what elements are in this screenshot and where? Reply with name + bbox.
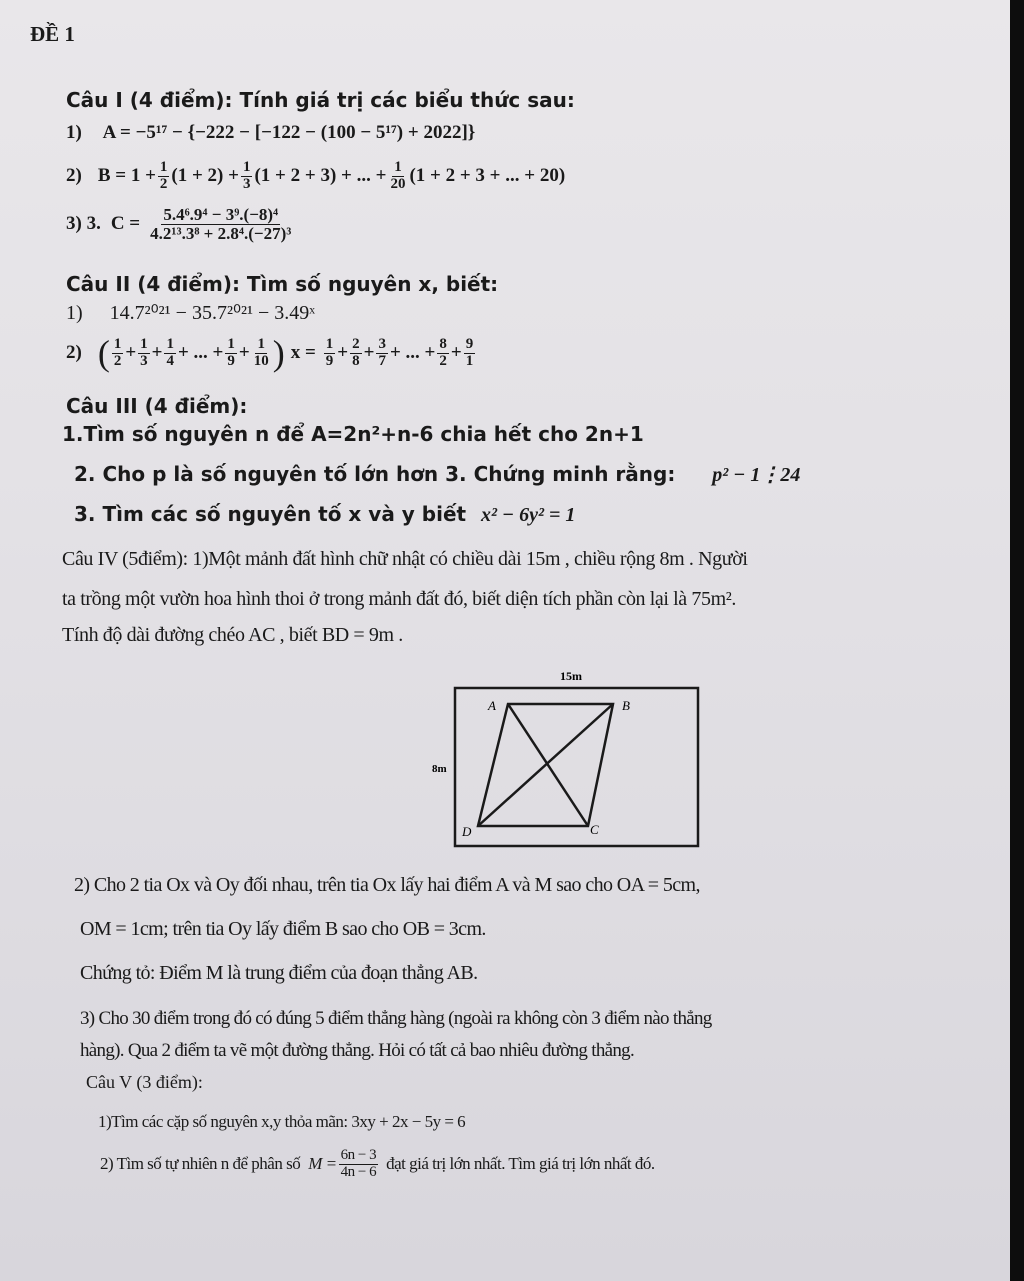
q3-item3 [74, 502, 575, 527]
q2-left-fraction: $\frac{1}{2}$ [113, 335, 122, 369]
q1-item3 [66, 206, 295, 243]
q3-item2-math: p² − 1⋮24 [712, 464, 801, 486]
q2-item1-number: 1) [66, 302, 83, 324]
q5-item1: 1)Tìm các cặp số nguyên x,y thỏa mãn: 3xy + 2x − 5y = 6 [98, 1112, 466, 1131]
q4-part2-line3: Chứng tỏ: Điểm M là trung điểm của đoạn thẳng AB. [80, 962, 478, 984]
q5-item2-denominator: 4n − 6 [340, 1163, 377, 1180]
q2-item2: 2) ( $\frac{1}{2}$ + $\frac{1}{3}$ + $\frac{1}{4}$ + ... + $\frac{1}{9}$ + $\frac{1}{10}$ ) x = $\frac{1}{9}$ + $\frac{2}{8}$ + $\frac{3}{7}$ + ... + $\frac{8}{2}$ + $\frac{9}{1}$ [66, 333, 474, 373]
q2-heading: Câu II (4 điểm): Tìm số nguyên x, biết: [66, 272, 499, 296]
q3-item2 [74, 462, 800, 487]
exam-title: ĐỀ 1 [30, 22, 75, 46]
q4-line3: Tính độ dài đường chéo AC , biết BD = 9m . [62, 624, 403, 646]
q4-line2: ta trồng một vườn hoa hình thoi ở trong mảnh đất đó, biết diện tích phần còn lại là 75m². [62, 588, 736, 610]
q2-left-fraction: $\frac{1}{4}$ [166, 335, 174, 369]
q2-left-fraction: $\frac{1}{9}$ [227, 335, 235, 369]
rhombus-figure [420, 664, 720, 854]
q2-item1 [66, 300, 315, 325]
q4-line1: Câu IV (5điểm): 1)Một mảnh đất hình chữ nhật có chiều dài 15m , chiều rộng 8m . Người [62, 548, 748, 570]
q1-item2-fraction: $\frac{1}{3}$ [242, 159, 251, 192]
q1-item2 [66, 160, 565, 193]
q2-left-fraction: $\frac{1}{3}$ [140, 335, 148, 369]
q2-item2-number: 2) [66, 342, 82, 363]
q5-item2-after: đạt giá trị lớn nhất. Tìm giá trị lớn nhất đó. [386, 1154, 655, 1174]
length-label: 15m [560, 669, 582, 683]
vertex-a-label: A [488, 698, 496, 713]
q1-item2-prefix: B = 1 + [97, 165, 156, 187]
vertex-d-label: D [462, 824, 472, 839]
q2-right-fraction: $\frac{2}{8}$ [352, 335, 360, 369]
q1-item3-fraction [148, 206, 293, 243]
q1-item2-fraction: $\frac{1}{2}$ [159, 159, 168, 192]
q3-item3-math: x² − 6y² = 1 [481, 504, 576, 526]
q1-item2-fraction: $\frac{1}{20}$ [390, 159, 406, 192]
q5-item2-fraction [339, 1148, 378, 1181]
q2-item1-expression: 14.7²⁰²¹ − 35.7²⁰²¹ − 3.49ˣ [109, 302, 316, 324]
q5-item2-numerator: 6n − 3 [340, 1147, 377, 1163]
q5-item2-lhs: M = [308, 1154, 337, 1174]
q2-right-fraction: $\frac{1}{9}$ [325, 335, 334, 369]
q1-item1 [66, 122, 475, 144]
q1-item3-denominator: 4.2¹³.3⁸ + 2.8⁴.(−27)³ [150, 223, 292, 243]
right-paren: ) [272, 333, 285, 373]
q4-part2-line1: 2) Cho 2 tia Ox và Oy đối nhau, trên tia Ox lấy hai điểm A và M sao cho OA = 5cm, [74, 874, 700, 896]
diagonal-ac [508, 704, 588, 826]
vertex-b-label: B [622, 698, 630, 713]
q1-item3-number: 3) 3. [66, 213, 101, 235]
q5-item2 [100, 1148, 655, 1181]
q3-heading: Câu III (4 điểm): [66, 394, 248, 418]
q2-right-fraction: $\frac{8}{2}$ [439, 335, 447, 369]
q2-left-dots: + ... + [177, 342, 224, 363]
q1-item2-term: (1 + 2) + [171, 165, 239, 187]
width-label: 8m [432, 763, 447, 775]
q4-part3-line2: hàng). Qua 2 điểm ta vẽ một đường thẳng. Hỏi có tất cả bao nhiêu đường thẳng. [80, 1040, 635, 1061]
q4-part3-line1: 3) Cho 30 điểm trong đó có đúng 5 điểm thẳng hàng (ngoài ra không còn 3 điểm nào thẳng [80, 1008, 712, 1029]
q3-item2-text: 2. Cho p là số nguyên tố lớn hơn 3. Chứng minh rằng: [74, 462, 676, 486]
q4-part2-line2: OM = 1cm; trên tia Oy lấy điểm B sao cho OB = 3cm. [80, 918, 486, 940]
q2-item2-eq: x = [290, 342, 316, 363]
q3-item3-text: 3. Tìm các số nguyên tố x và y biết [74, 502, 467, 526]
q5-heading: Câu V (3 điểm): [86, 1072, 203, 1092]
q2-right-fraction: $\frac{3}{7}$ [378, 335, 386, 369]
q5-item2-before: 2) Tìm số tự nhiên n để phân số [100, 1154, 301, 1174]
q2-right-dots: + ... + [389, 342, 436, 363]
q1-item2-term: (1 + 2 + 3 + ... + 20) [409, 165, 566, 187]
q3-item1: 1.Tìm số nguyên n để A=2n²+n-6 chia hết cho 2n+1 [62, 422, 644, 446]
q1-item3-numerator: 5.4⁶.9⁴ − 3⁹.(−8)⁴ [163, 205, 279, 224]
q2-right-fraction: $\frac{9}{1}$ [465, 335, 474, 369]
q1-item1-expression: A = −5¹⁷ − {−222 − [−122 − (100 − 5¹⁷) + 2022]} [102, 122, 476, 143]
q1-heading: Câu I (4 điểm): Tính giá trị các biểu thức sau: [66, 88, 575, 112]
q1-item3-lhs: C = [110, 213, 141, 235]
q1-item1-number: 1) [66, 122, 82, 143]
left-paren: ( [97, 333, 110, 373]
vertex-c-label: C [590, 822, 599, 837]
q1-item2-number: 2) [66, 165, 82, 187]
q2-left-fraction: $\frac{1}{10}$ [253, 335, 269, 369]
q1-item2-term: (1 + 2 + 3) + ... + [254, 165, 387, 187]
